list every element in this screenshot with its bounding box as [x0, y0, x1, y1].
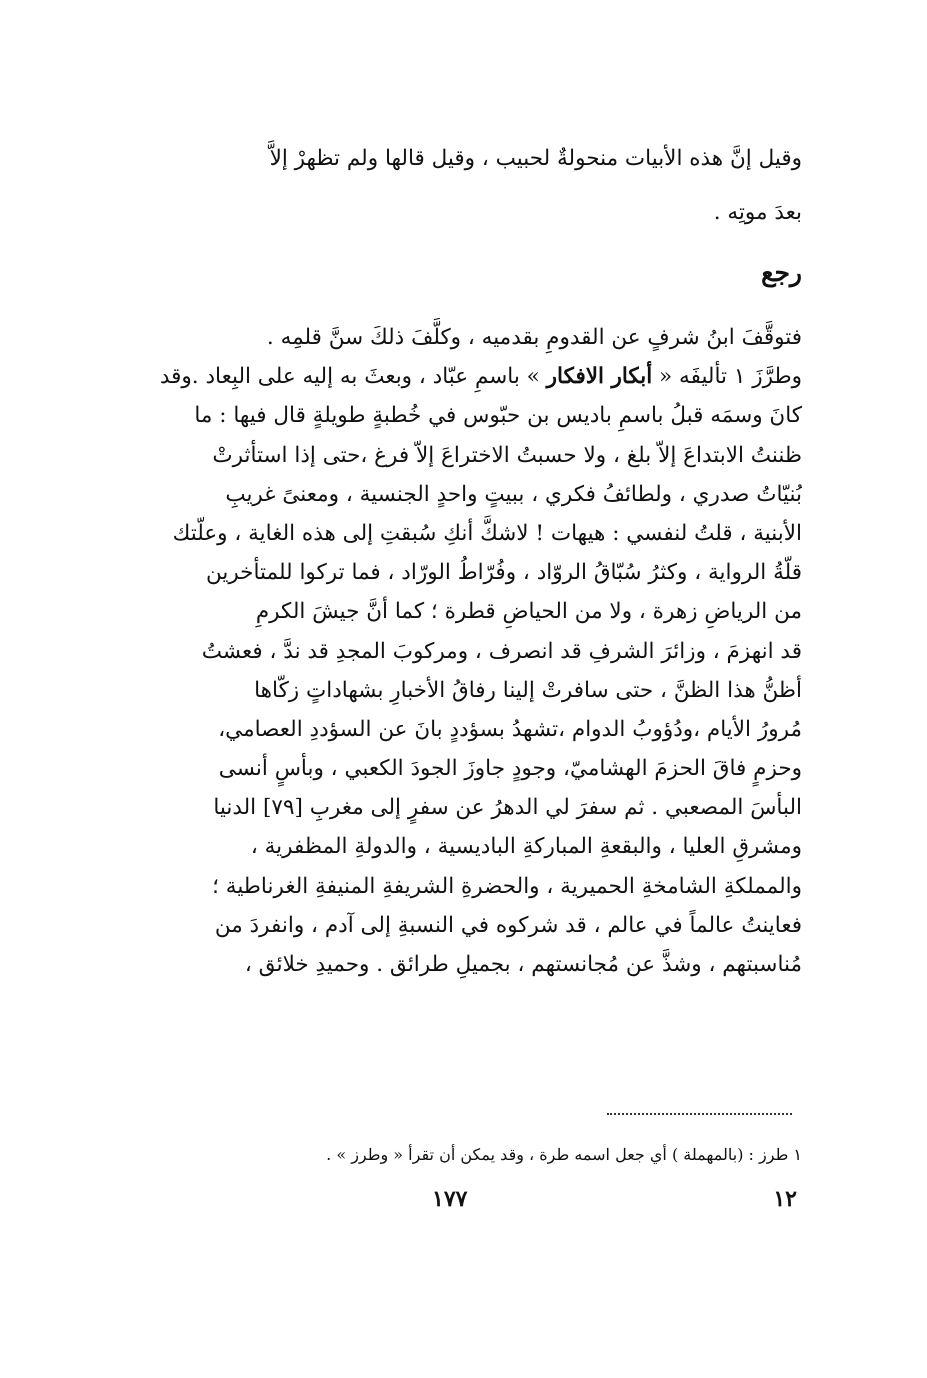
footnote-divider: [607, 1113, 792, 1115]
text-line: فتوقَّفَ ابنُ شرفٍ عن القدومِ بقدميه ، وكلَّفَ ذلكَ سنَّ قلمِه .: [266, 325, 802, 350]
text-line: قلّةُ الرواية ، وكثرُ سُبّاقُ الروّاد ، وفُرّاطُ الورّاد ، فما تركوا للمتأخرين: [205, 560, 802, 586]
section-heading: رجع: [761, 258, 802, 287]
text-line: [118, 984, 802, 1023]
page-number: ١٧٧: [432, 1186, 468, 1212]
text-line: من الرياضِ زهرة ، ولا من الحياضِ قطرة ؛ كما أنَّ جيشَ الكرمِ: [255, 599, 802, 625]
text-line-with-title: [118, 357, 802, 396]
intro-paragraph: [118, 132, 802, 240]
text-line: مُناسبتهم ، وشذَّ عن مُجانستهم ، بجميلِ طرائق . وحميدِ خلائق ،: [244, 952, 802, 977]
text-line: بُنيّاتُ صدري ، ولطائفُ فكري ، ببيتٍ واحدٍ الجنسية ، ومعنىً غريبِ: [225, 481, 802, 507]
text-line: وحزمٍ فاقَ الحزمَ الهشاميّ، وجودٍ جاوزَ الجودَ الكعبي ، وبأسٍ أنسى: [218, 756, 802, 782]
text-line: كانَ وسمَه قبلُ باسمِ باديس بن حبّوس في خُطبةٍ طويلةٍ قال فيها : ما: [194, 403, 802, 429]
book-title: أبكار الافكار: [546, 364, 653, 390]
text-line: فعاينتُ عالماً في عالم ، قد شركوه في النسبةِ إلى آدم ، وانفردَ من: [214, 912, 802, 938]
text-line: البأسَ المصعبي . ثم سفرَ لي الدهرُ عن سفرٍ إلى مغربِ [٧٩] الدنيا: [213, 795, 802, 821]
text-run: » باسمِ عبّاد ، وبعثَ به إليه على البِعاد .وقد: [159, 364, 547, 390]
text-line: ومشرقِ العليا ، والبقعةِ المباركةِ الباديسية ، والدولةِ المظفرية ،: [250, 834, 802, 860]
text-line: أظنُّ هذا الظنَّ ، حتى سافرتْ إلينا رفاقُ الأخبارِ بشهاداتٍ زكّاها: [254, 677, 802, 703]
text-line: قد انهزمَ ، وزائرَ الشرفِ قد انصرف ، ومركوبَ المجدِ قد ندَّ ، فعشتُ: [201, 638, 802, 664]
text-line: ظننتُ الابتداعَ إلاّ بلغ ، ولا حسبتُ الاختراعَ إلاّ فرغ ،حتى إذا استأثرتْ: [212, 442, 802, 468]
text-line: مُرورُ الأيام ،ودُؤوبُ الدوام ،تشهدُ بسؤددٍ بانَ عن السؤددِ العصامي،: [218, 716, 802, 742]
signature-mark: ١٢: [773, 1186, 797, 1212]
intro-line: بعدَ موتِه .: [713, 200, 802, 225]
footnote: ١ طرز : (بالمهملة ) أي جعل اسمه طرة ، وقد يمكن أن تقرأ « وطرز » .: [326, 1145, 802, 1164]
text-run: وطرَّزَ ١ تأليفَه «: [652, 364, 802, 390]
main-paragraph: [118, 318, 802, 1023]
text-line: والمملكةِ الشامخةِ الحميرية ، والحضرةِ الشريفةِ المنيفةِ الغرناطية ؛: [212, 873, 802, 899]
text-line: الأبنية ، قلتُ لنفسي : هيهات ! لاشكَّ أنكِ سُبقتِ إلى هذه الغاية ، وعلّتك: [172, 520, 802, 546]
intro-line: وقيل إنَّ هذه الأبيات منحولةٌ لحبيب ، وقيل قالها ولم تظهرْ إلاَّ: [269, 146, 802, 171]
